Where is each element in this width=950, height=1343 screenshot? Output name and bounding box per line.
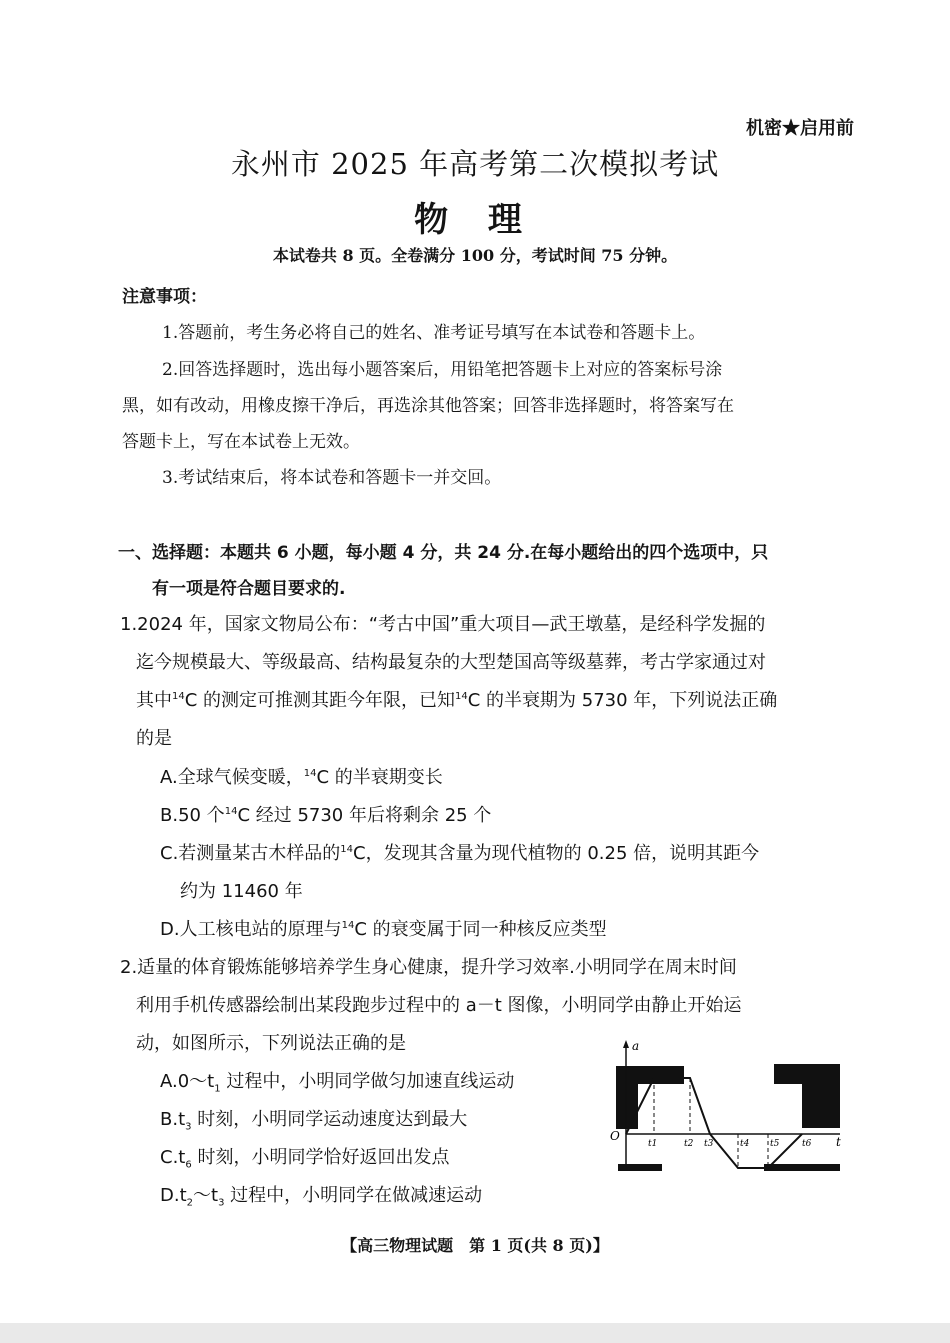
q1-option-d: D.人工核电站的原理与$^{14}$C 的衰变属于同一种核反应类型 xyxy=(160,919,607,940)
redaction-block xyxy=(618,1164,662,1171)
redaction-block xyxy=(802,1084,840,1128)
q2-stem: 利用手机传感器绘制出某段跑步过程中的 a－t 图像，小明同学由静止开始运 xyxy=(136,995,742,1016)
tick-t1: t1 xyxy=(648,1139,658,1149)
isotope-mass: 14 xyxy=(172,691,185,702)
redaction-block xyxy=(616,1084,638,1129)
q1-stem: 1.2024 年，国家文物局公布：“考古中国”重大项目—武王墩墓，是经科学发掘的 xyxy=(120,614,766,635)
page-footer: 【高三物理试题 第 1 页(共 8 页)】 xyxy=(341,1236,609,1255)
acceleration-curve xyxy=(626,1078,802,1168)
q1-stem: 其中$^{14}$C 的测定可推测其距今年限，已知$^{14}$C 的半衰期为 5730 年，下列说法正确 xyxy=(136,690,778,711)
q1-option-c-cont: 约为 11460 年 xyxy=(180,881,303,902)
section-heading-cont: 有一项是符合题目要求的. xyxy=(152,579,346,599)
note-line: 答题卡上，写在本试卷上无效。 xyxy=(122,432,360,452)
tick-t6: t6 xyxy=(802,1139,812,1149)
note-line: 黑，如有改动，用橡皮擦干净后，再选涂其他答案；回答非选择题时，将答案写在 xyxy=(122,396,734,416)
q1-option-c: C.若测量某古木样品的$^{14}$C，发现其含量为现代植物的 0.25 倍，说明其距今 xyxy=(160,843,760,864)
q2-stem: 2.适量的体育锻炼能够培养学生身心健康，提升学习效率.小明同学在周末时间 xyxy=(120,957,737,978)
tick-t3: t3 xyxy=(704,1139,714,1149)
x-axis-label: t xyxy=(836,1135,841,1149)
scan-edge xyxy=(0,1323,950,1343)
tick-t2: t2 xyxy=(684,1139,694,1149)
note-line: 2.回答选择题时，选出每小题答案后，用铅笔把答题卡上对应的答案标号涂 xyxy=(162,360,723,380)
q1-stem: 的是 xyxy=(136,728,172,749)
q2-stem: 动，如图所示，下列说法正确的是 xyxy=(136,1033,406,1054)
redaction-block xyxy=(774,1064,840,1084)
note-line: 3.考试结束后，将本试卷和答题卡一并交回。 xyxy=(162,468,502,488)
q1-option-b: B.50 个$^{14}$C 经过 5730 年后将剩余 25 个 xyxy=(160,805,492,826)
section-heading: 一、选择题：本题共 6 小题，每小题 4 分，共 24 分.在每小题给出的四个选项中，只 xyxy=(118,543,769,563)
y-axis-label: a xyxy=(632,1039,640,1053)
q1-option-a: A.全球气候变暖，$^{14}$C 的半衰期变长 xyxy=(160,767,443,788)
acceleration-time-graph xyxy=(604,1036,850,1176)
q2-option-a: $A.0\sim t_1$ 过程中，小明同学做匀加速直线运动 xyxy=(160,1071,515,1095)
q2-option-d: $D.t_2\sim t_3$ 过程中，小明同学在做减速运动 xyxy=(160,1185,483,1209)
redaction-block xyxy=(764,1164,840,1171)
q1-stem: 迄今规模最大、等级最高、结构最复杂的大型楚国高等级墓葬，考古学家通过对 xyxy=(136,652,766,673)
note-line: 1.答题前，考生务必将自己的姓名、准考证号填写在本试卷和答题卡上。 xyxy=(162,323,706,343)
notes-title: 注意事项： xyxy=(122,287,207,307)
y-axis-arrow xyxy=(623,1040,629,1048)
exam-title: 永州市 2025 年高考第二次模拟考试 xyxy=(230,147,720,181)
exam-info: 本试卷共 8 页。全卷满分 100 分，考试时间 75 分钟。 xyxy=(272,246,678,265)
q2-option-b: $B.t_3$ 时刻，小明同学运动速度达到最大 xyxy=(160,1109,468,1133)
origin-label: O xyxy=(610,1129,620,1143)
isotope-mass: 14 xyxy=(455,691,468,702)
q2-option-c: $C.t_6$ 时刻，小明同学恰好返回出发点 xyxy=(160,1147,450,1171)
secret-mark: 机密★启用前 xyxy=(746,118,854,139)
tick-t4: t4 xyxy=(740,1139,750,1149)
subject-title: 物 理 xyxy=(414,200,536,240)
tick-t5: t5 xyxy=(770,1139,780,1149)
